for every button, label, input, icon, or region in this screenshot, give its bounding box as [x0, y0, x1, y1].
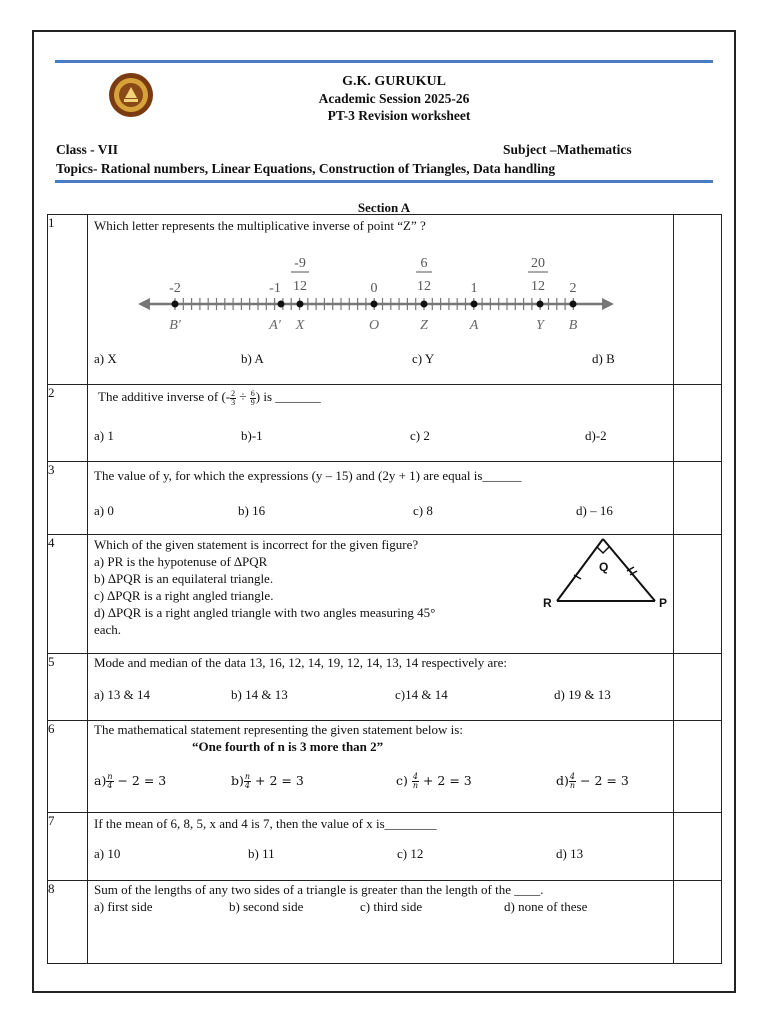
bottom-rule — [55, 180, 713, 183]
section-title: Section A — [357, 200, 411, 215]
question-row-4 — [48, 535, 722, 654]
option-c: c) ∆PQR is a right angled triangle. — [94, 588, 274, 603]
question-text-pre: The additive inverse of (- — [98, 389, 231, 404]
question-number: 8 — [48, 881, 88, 964]
marks-cell — [674, 813, 722, 881]
question-body — [88, 385, 674, 462]
option-d: d) – 16 — [576, 503, 613, 518]
marks-cell — [674, 881, 722, 964]
marks-cell — [674, 385, 722, 462]
label-minus-2: -2 — [169, 281, 181, 296]
option-a: a) 10 — [94, 846, 121, 861]
label-X: X — [295, 318, 305, 333]
marks-cell — [674, 462, 722, 535]
option-c: c) 2 — [410, 428, 430, 443]
question-number: 7 — [48, 813, 88, 881]
option-c: c) Y — [412, 351, 435, 366]
question-body — [88, 215, 674, 385]
question-text: Which letter represents the multiplicative inverse of point “Z” ? — [94, 218, 426, 233]
option-b: b)-1 — [241, 428, 263, 443]
label-B-prime: B′ — [169, 318, 181, 333]
question-text: Mode and median of the data 13, 16, 12, 14, 19, 12, 14, 13, 14 respectively are: — [94, 655, 508, 670]
marks-cell — [674, 721, 722, 813]
top-rule — [55, 60, 713, 63]
label-20-num: 20 — [531, 256, 545, 271]
academic-session: Academic Session 2025-26 — [318, 91, 470, 106]
side-RQ — [557, 539, 603, 601]
subject-label: Subject –Mathematics — [503, 142, 632, 157]
option-a: a) X — [94, 351, 117, 366]
question-number: 1 — [48, 215, 88, 385]
option-b: b) ∆PQR is an equilateral triangle. — [94, 571, 274, 586]
question-row-1 — [48, 215, 722, 385]
question-number: 4 — [48, 535, 88, 654]
option-d: d) $\frac{4}{n}$ − 2 = 3 — [556, 772, 629, 790]
question-body — [88, 462, 674, 535]
question-text: Which of the given statement is incorrect for the given figure? — [94, 537, 419, 552]
question-body — [88, 813, 674, 881]
label-B: B — [568, 318, 578, 333]
label-A: A — [469, 318, 479, 333]
number-line-point-labels — [169, 318, 578, 333]
number-line-left-arrow — [138, 298, 150, 310]
question-text-post: ) is _______ — [255, 389, 321, 404]
label-two: 2 — [569, 281, 577, 296]
point-O — [371, 301, 378, 308]
label-Y: Y — [536, 318, 544, 333]
option-a: a) PR is the hypotenuse of ∆PQR — [94, 554, 268, 569]
divide-operator: ÷ — [236, 389, 250, 404]
number-line-right-arrow — [602, 298, 614, 310]
point-B — [570, 301, 577, 308]
vertex-label-Q: Q — [599, 560, 609, 574]
option-b: b) $\frac{n}{4}$ + 2 = 3 — [231, 772, 304, 790]
option-c: c) 8 — [413, 503, 433, 518]
option-d: d) 13 — [556, 846, 584, 861]
question-row-8 — [48, 881, 722, 964]
option-a: a) $\frac{n}{4}$ − 2 = 3 — [94, 772, 167, 790]
option-b: b) 14 & 13 — [231, 687, 288, 702]
label-12-den: 12 — [531, 279, 545, 294]
statement-text: “One fourth of n is 3 more than 2” — [192, 739, 384, 754]
question-text: Sum of the lengths of any two sides of a triangle is greater than the length of the ____. — [94, 882, 544, 897]
vertex-label-R: R — [543, 596, 552, 609]
question-text: The mathematical statement representing the given statement below is: — [94, 722, 463, 737]
option-c: c) third side — [360, 899, 423, 914]
label-zero: 0 — [370, 281, 378, 296]
label-12-den: 12 — [293, 279, 307, 294]
question-text: If the mean of 6, 8, 5, x and 4 is 7, then the value of x is________ — [94, 816, 437, 831]
marks-cell — [674, 535, 722, 654]
label-O: O — [368, 318, 380, 333]
question-number: 5 — [48, 654, 88, 721]
marks-cell — [674, 215, 722, 385]
question-body — [88, 654, 674, 721]
point-B-prime — [172, 301, 179, 308]
triangle-pqr-figure — [543, 535, 673, 609]
question-row-7 — [48, 813, 722, 881]
class-label: Class - VII — [56, 142, 119, 157]
point-X — [297, 301, 304, 308]
vertex-label-P: P — [659, 596, 668, 609]
question-row-2 — [48, 385, 722, 462]
point-Z — [421, 301, 428, 308]
question-body — [88, 721, 674, 813]
point-Y — [537, 301, 544, 308]
option-c: c) 12 — [397, 846, 424, 861]
fraction-six-ninths: $\frac{6}{9}$ — [250, 388, 255, 407]
option-a: a) 0 — [94, 503, 114, 518]
question-table — [47, 214, 722, 964]
option-a: a) 13 & 14 — [94, 687, 150, 702]
question-row-3 — [48, 462, 722, 535]
option-c: c)14 & 14 — [395, 687, 448, 702]
label-minus-1: -1 — [269, 281, 281, 296]
option-d: d) 19 & 13 — [554, 687, 611, 702]
option-b: b) A — [241, 351, 264, 366]
label-Z: Z — [420, 318, 428, 333]
label-minus-9-num: -9 — [294, 256, 306, 271]
question-body — [88, 881, 674, 964]
marks-cell — [674, 654, 722, 721]
option-d: d) none of these — [504, 899, 588, 914]
topics-label: Topics- Rational numbers, Linear Equations, Construction of Triangles, Data handling — [56, 161, 556, 176]
question-text: The value of y, for which the expressions (y – 15) and (2y + 1) are equal is______ — [94, 468, 522, 483]
question-text — [98, 389, 321, 407]
option-a: a) 1 — [94, 428, 114, 443]
question-number: 2 — [48, 385, 88, 462]
option-d-continuation: each. — [94, 622, 122, 637]
option-a: a) first side — [94, 899, 153, 914]
option-d: d) B — [592, 351, 615, 366]
label-6-num: 6 — [420, 256, 428, 271]
question-row-6 — [48, 721, 722, 813]
option-d: d) ∆PQR is a right angled triangle with two angles measuring 45° — [94, 605, 436, 620]
worksheet-title: PT-3 Revision worksheet — [327, 108, 471, 123]
question-body — [88, 535, 674, 654]
label-one: 1 — [470, 281, 478, 296]
label-12-den: 12 — [417, 279, 431, 294]
number-line — [138, 251, 618, 337]
option-d: d)-2 — [585, 428, 607, 443]
question-row-5 — [48, 654, 722, 721]
option-b: b) second side — [229, 899, 304, 914]
option-b: b) 11 — [248, 846, 275, 861]
right-angle-mark — [597, 547, 609, 553]
question-number: 3 — [48, 462, 88, 535]
label-A-prime: A′ — [269, 318, 281, 333]
school-name: G.K. GURUKUL — [342, 74, 446, 89]
point-A-prime — [278, 301, 285, 308]
option-c: c) $\frac{4}{n}$ + 2 = 3 — [396, 772, 472, 790]
option-b: b) 16 — [238, 503, 266, 518]
fraction-two-thirds: $\frac{2}{3}$ — [231, 388, 236, 407]
question-number: 6 — [48, 721, 88, 813]
point-A — [471, 301, 478, 308]
number-line-top-labels — [169, 256, 576, 296]
